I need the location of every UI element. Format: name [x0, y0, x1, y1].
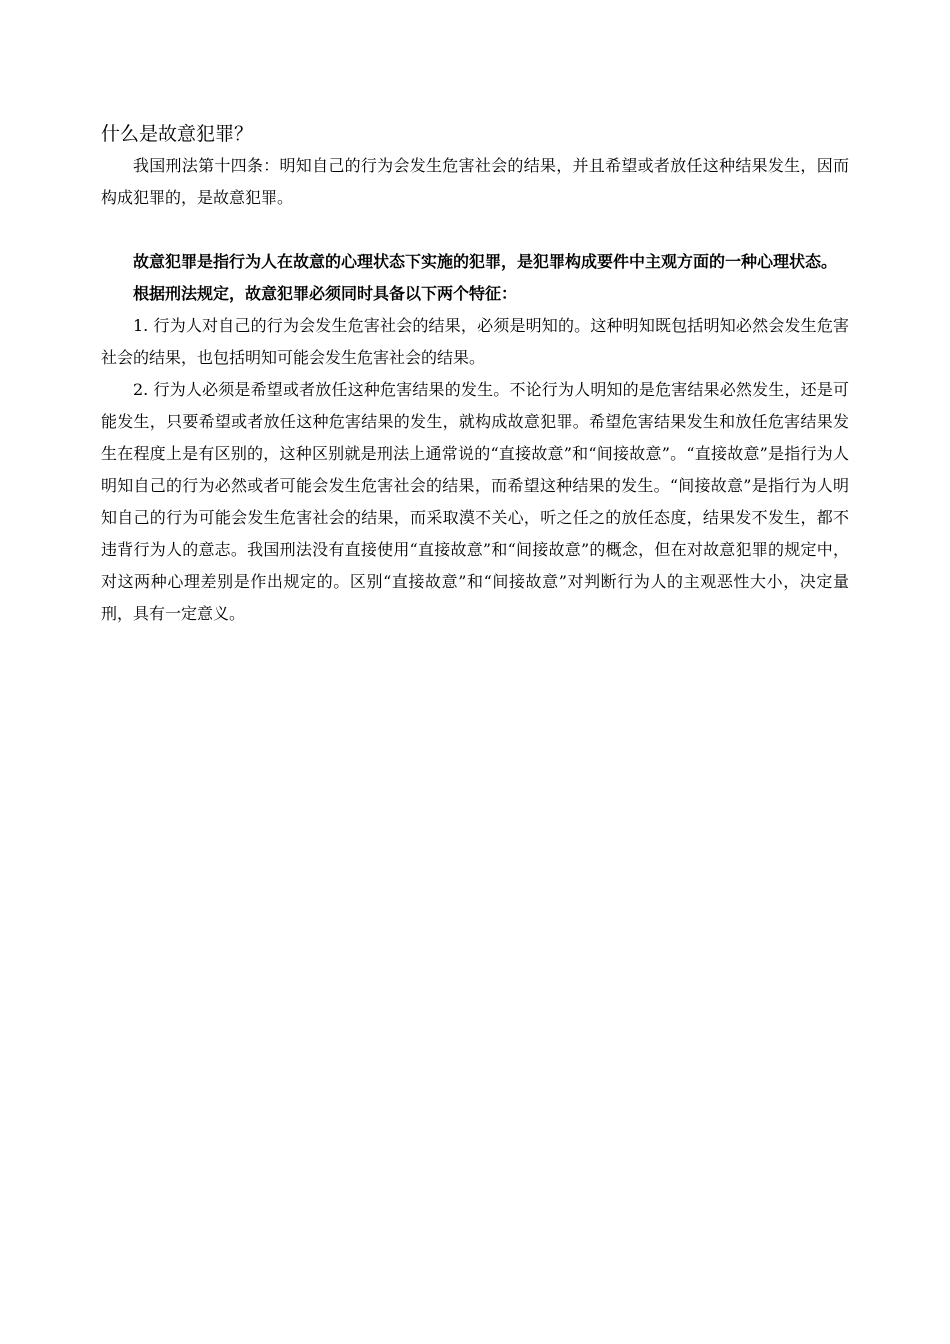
paragraph-definition: 故意犯罪是指行为人在故意的心理状态下实施的犯罪，是犯罪构成要件中主观方面的一种心理状态。 [133, 252, 838, 271]
document-body [101, 118, 849, 630]
paragraph-feature-1: 1. 行为人对自己的行为会发生危害社会的结果，必须是明知的。这种明知既包括明知必然会发生危害社会的结果，也包括明知可能会发生危害社会的结果。 [101, 316, 849, 367]
document-title: 什么是故意犯罪？ [101, 123, 254, 145]
paragraph-feature-2: 2. 行为人必须是希望或者放任这种危害结果的发生。不论行为人明知的是危害结果必然发生，还是可能发生，只要希望或者放任这种危害结果的发生，就构成故意犯罪。希望危害结果发生和放任危害结果发生在程度上是有区别的，这种区别就是刑法上通常说的“直接故意”和“间接故意”。“直接故意”是指行为人明知自己的行为必然或者可能会发生危害社会的结果，而希望这种结果的发生。“间接故意”是指行为人明知自己的行为可能会发生危害社会的结果，而采取漠不关心，听之任之的放任态度，结果发不发生，都不违背行为人的意志。我国刑法没有直接使用“直接故意”和“间接故意”的概念，但在对故意犯罪的规定中，对这两种心理差别是作出规定的。区别“直接故意”和“间接故意”对判断行为人的主观恶性大小，决定量刑，具有一定意义。 [101, 380, 849, 623]
paragraph-law-article: 我国刑法第十四条：明知自己的行为会发生危害社会的结果，并且希望或者放任这种结果发生，因而构成犯罪的，是故意犯罪。 [101, 156, 849, 207]
paragraph-features-intro: 根据刑法规定，故意犯罪必须同时具备以下两个特征： [133, 284, 518, 303]
blank-line [101, 214, 849, 246]
